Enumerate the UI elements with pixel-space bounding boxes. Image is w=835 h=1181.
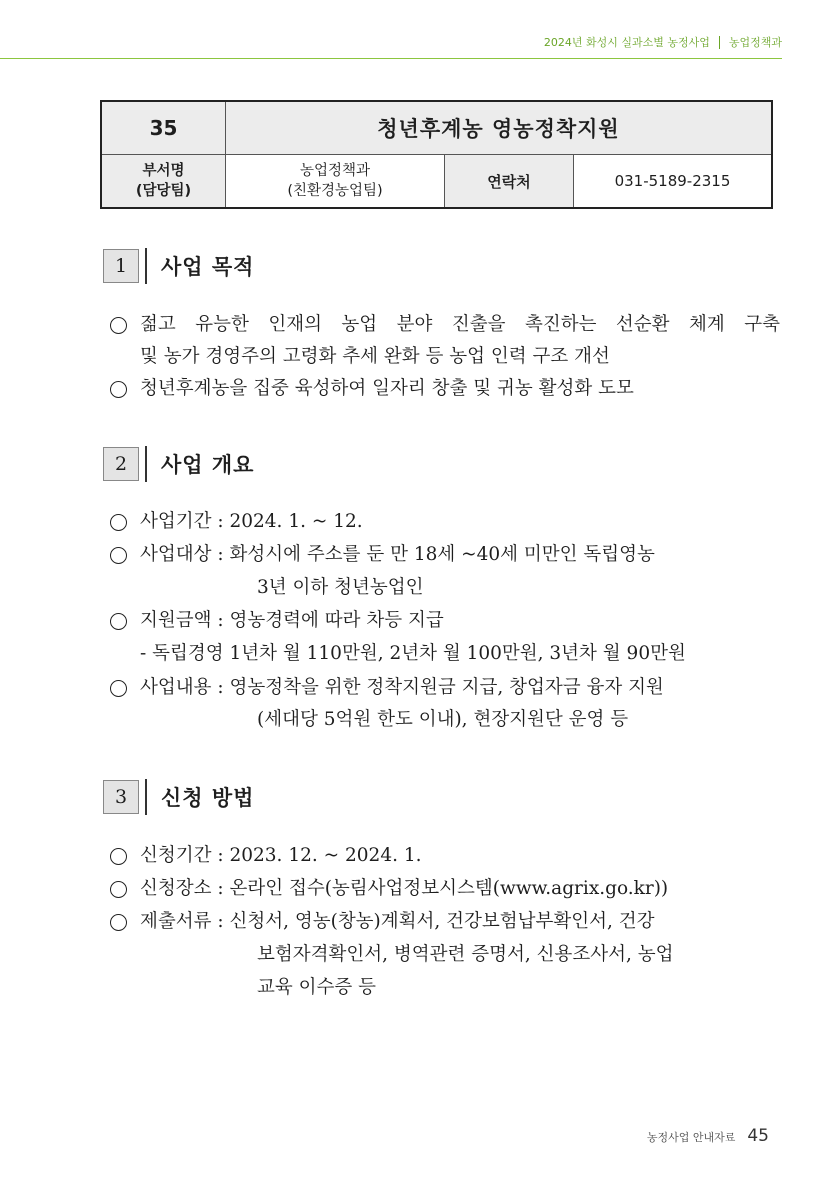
circle-bullet-icon [110, 547, 127, 564]
department-value-line2: (친환경농업팀) [287, 183, 383, 199]
list-item-continuation [140, 342, 810, 372]
list-item [110, 507, 780, 537]
section-title: 신청 방법 [161, 786, 255, 810]
circle-bullet-icon [110, 881, 127, 898]
department-label-line1: 부서명 [142, 163, 185, 179]
page-header [0, 34, 782, 59]
contact-value: 031-5189-2315 [574, 155, 773, 209]
list-item-continuation [257, 973, 835, 1003]
header-document-title: 2024년 화성시 실과소별 농정사업 [543, 36, 710, 49]
list-item-text: 교육 이수증 등 [257, 977, 376, 998]
department-value [226, 155, 445, 209]
department-label-line2: (담당팀) [135, 183, 192, 199]
section-number: 1 [103, 249, 139, 283]
list-item-continuation [257, 705, 835, 735]
section-heading-overview [103, 446, 303, 482]
program-info-table [100, 100, 773, 209]
list-item-text: 젊고 유능한 인재의 농업 분야 진출을 촉진하는 선순환 체계 구축 [140, 314, 780, 335]
page-number: 45 [747, 1126, 769, 1146]
department-label [101, 155, 226, 209]
list-item-text: 보험자격확인서, 병역관련 증명서, 신용조사서, 농업 [257, 944, 674, 965]
circle-bullet-icon [110, 317, 127, 334]
circle-bullet-icon [110, 914, 127, 931]
list-item-text: 및 농가 경영주의 고령화 추세 완화 등 농업 인력 구조 개선 [140, 346, 610, 367]
list-item [110, 874, 780, 904]
program-number: 35 [101, 101, 226, 155]
list-item [110, 310, 780, 340]
header-department: 농업정책과 [728, 36, 782, 49]
list-item-sub [140, 639, 810, 669]
list-item-text: 3년 이하 청년농업인 [257, 577, 424, 598]
section-number: 2 [103, 447, 139, 481]
circle-bullet-icon [110, 381, 127, 398]
section-divider [145, 446, 147, 482]
department-value-line1: 농업정책과 [299, 163, 371, 179]
header-text [544, 34, 782, 50]
section-heading-purpose [103, 248, 303, 284]
list-item-text: 사업내용 : 영농정착을 위한 정착지원금 지급, 창업자금 융자 지원 [140, 677, 664, 698]
list-item [110, 606, 780, 636]
section-divider [145, 248, 147, 284]
section-divider [145, 779, 147, 815]
list-item-continuation [257, 573, 835, 603]
circle-bullet-icon [110, 613, 127, 630]
section-title: 사업 목적 [161, 255, 255, 279]
header-divider [719, 36, 720, 49]
list-item-text: 신청기간 : 2023. 12. ~ 2024. 1. [140, 845, 422, 866]
list-item-continuation [257, 940, 835, 970]
list-item-text: 사업대상 : 화성시에 주소를 둔 만 18세 ~40세 미만인 독립영농 [140, 544, 655, 565]
list-item-text: 청년후계농을 집중 육성하여 일자리 창출 및 귀농 활성화 도모 [140, 378, 634, 399]
list-item [110, 540, 780, 570]
section-title: 사업 개요 [161, 453, 255, 477]
section-heading-application [103, 779, 303, 815]
contact-label: 연락처 [445, 155, 574, 209]
list-item [110, 374, 780, 404]
list-item [110, 673, 780, 703]
list-item-text: 사업기간 : 2024. 1. ~ 12. [140, 511, 363, 532]
page-footer [647, 1126, 769, 1146]
list-item-text: 제출서류 : 신청서, 영농(창농)계획서, 건강보험납부확인서, 건강 [140, 911, 655, 932]
footer-label: 농정사업 안내자료 [646, 1131, 736, 1144]
list-item [110, 907, 780, 937]
list-item-text: (세대당 5억원 한도 이내), 현장지원단 운영 등 [257, 709, 629, 730]
list-item-text: - 독립경영 1년차 월 110만원, 2년차 월 100만원, 3년차 월 90만원 [140, 643, 686, 664]
circle-bullet-icon [110, 848, 127, 865]
circle-bullet-icon [110, 514, 127, 531]
program-title: 청년후계농 영농정착지원 [226, 101, 773, 155]
list-item [110, 841, 780, 871]
circle-bullet-icon [110, 680, 127, 697]
section-number: 3 [103, 780, 139, 814]
list-item-text: 신청장소 : 온라인 접수(농림사업정보시스템(www.agrix.go.kr)) [140, 878, 669, 899]
list-item-text: 지원금액 : 영농경력에 따라 차등 지급 [140, 610, 444, 631]
